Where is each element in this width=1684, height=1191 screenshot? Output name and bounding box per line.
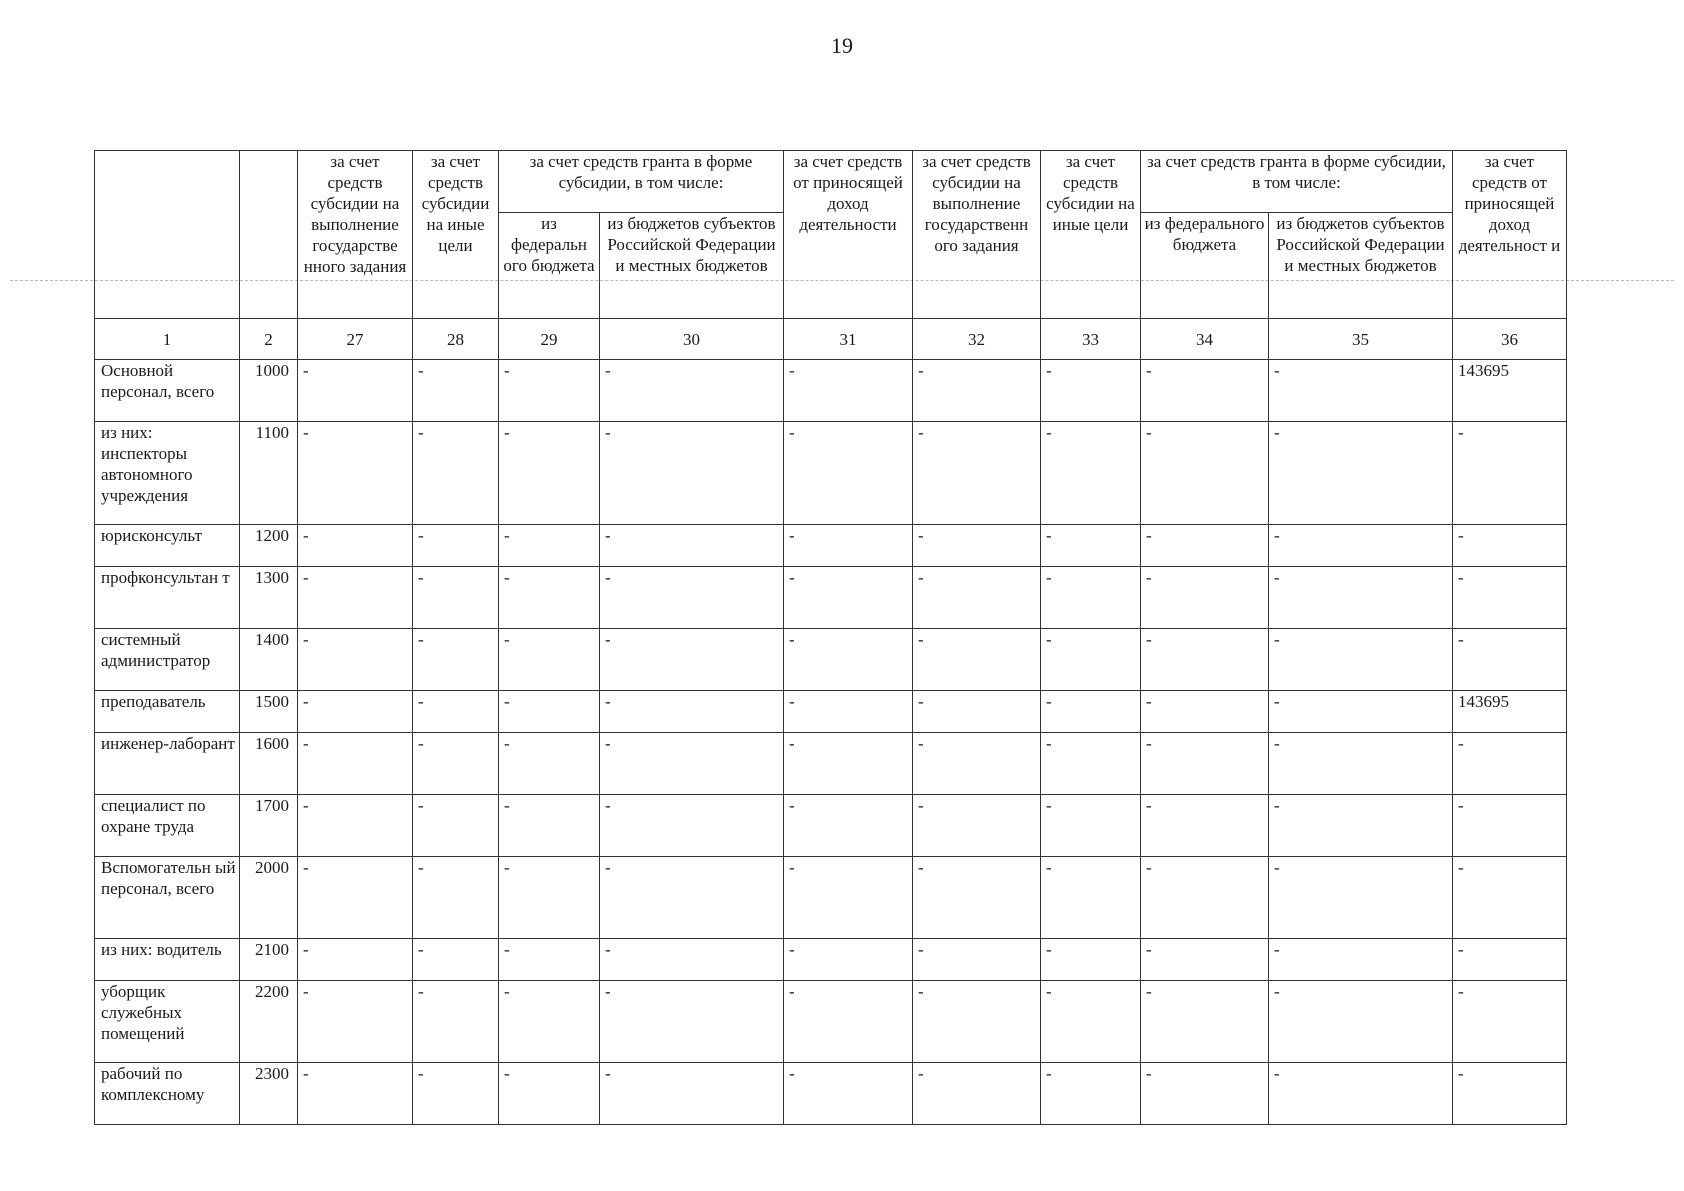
cell-value: - [600,525,784,567]
cell-value: - [413,981,499,1063]
column-number: 1 [95,319,240,360]
cell-value: - [600,795,784,857]
row-label: юрисконсульт [95,525,240,567]
row-label: из них: водитель [95,939,240,981]
cell-value: - [499,1063,600,1125]
cell-value: - [1041,939,1141,981]
row-code: 1200 [240,525,298,567]
cell-value: - [499,360,600,422]
header-empty-code [240,151,298,319]
cell-value: - [913,360,1041,422]
page-number: 19 [831,33,853,58]
column-number: 28 [413,319,499,360]
cell-value: - [1141,733,1269,795]
cell-value: - [1269,422,1453,525]
cell-value: - [913,981,1041,1063]
cell-value: - [1453,795,1567,857]
cell-value: - [1453,733,1567,795]
cell-value: - [413,857,499,939]
cell-value: - [413,567,499,629]
cell-value: - [298,1063,413,1125]
cell-value: - [413,795,499,857]
cell-value: - [1041,857,1141,939]
header-col-27: за счет средств субсидии на выполнение государстве нного задания [298,151,413,319]
cell-value: - [413,422,499,525]
cell-value: - [1041,629,1141,691]
cell-value: - [1141,939,1269,981]
cell-value: - [1269,981,1453,1063]
header-col-33: за счет средств субсидии на иные цели [1041,151,1141,319]
cell-value: - [913,691,1041,733]
cell-value: - [298,691,413,733]
staff-expense-table [94,150,1567,1125]
cell-value: - [600,733,784,795]
cell-value: - [499,733,600,795]
cell-value: - [913,795,1041,857]
cell-value: - [913,525,1041,567]
column-number: 35 [1269,319,1453,360]
cell-value: - [1269,525,1453,567]
column-number: 30 [600,319,784,360]
cell-value: - [413,1063,499,1125]
cell-value: - [784,422,913,525]
column-number: 27 [298,319,413,360]
column-number: 29 [499,319,600,360]
cell-value: - [784,981,913,1063]
header-col-29: из федеральн ого бюджета [499,213,600,319]
cell-value: - [600,360,784,422]
cell-value: - [1041,422,1141,525]
row-code: 1400 [240,629,298,691]
table-row [95,939,1567,981]
cell-value: - [1141,525,1269,567]
column-number: 36 [1453,319,1567,360]
cell-value: - [600,857,784,939]
cell-value: - [499,981,600,1063]
header-col-32: за счет средств субсидии на выполнение государственн ого задания [913,151,1041,319]
cell-value: - [913,567,1041,629]
table-row [95,981,1567,1063]
header-col-36: за счет средств от приносящей доход деятельност и [1453,151,1567,319]
row-label: профконсультан т [95,567,240,629]
cell-value: - [1453,981,1567,1063]
column-number: 33 [1041,319,1141,360]
header-empty-label [95,151,240,319]
table-row [95,795,1567,857]
cell-value: - [499,939,600,981]
cell-value: - [413,525,499,567]
cell-value: - [1453,857,1567,939]
cell-value: - [298,857,413,939]
cell-value: - [413,691,499,733]
cell-value: - [1041,691,1141,733]
cell-value: - [600,422,784,525]
row-label: Вспомогательн ый персонал, всего [95,857,240,939]
row-label: системный администратор [95,629,240,691]
cell-value: - [600,939,784,981]
row-code: 2200 [240,981,298,1063]
cell-value: - [298,939,413,981]
table-row [95,733,1567,795]
cell-value: - [913,733,1041,795]
cell-value: - [1269,1063,1453,1125]
cell-value: - [499,629,600,691]
cell-value: - [784,629,913,691]
table-row [95,422,1567,525]
cell-value: - [784,360,913,422]
cell-value: - [1141,795,1269,857]
column-number-row [95,319,1567,360]
cell-value: - [1269,795,1453,857]
cell-value: - [784,857,913,939]
row-label: уборщик служебных помещений [95,981,240,1063]
row-code: 1300 [240,567,298,629]
row-code: 2100 [240,939,298,981]
cell-value: - [298,360,413,422]
cell-value: - [784,939,913,981]
header-col-31: за счет средств от приносящей доход деятельности [784,151,913,319]
cell-value: - [1269,360,1453,422]
cell-value: - [1141,981,1269,1063]
cell-value: - [1141,629,1269,691]
cell-value: - [499,567,600,629]
cell-value: - [1041,981,1141,1063]
cell-value: - [1041,733,1141,795]
cell-value: - [1141,360,1269,422]
header-col-34: из федерального бюджета [1141,213,1269,319]
cell-value: - [600,629,784,691]
header-grant-group-1: за счет средств гранта в форме субсидии, в том числе: [499,151,784,213]
cell-value: - [1269,733,1453,795]
cell-value: - [913,629,1041,691]
cell-value: - [1269,939,1453,981]
cell-value: - [1041,1063,1141,1125]
cell-value: - [913,1063,1041,1125]
cell-value: - [1269,629,1453,691]
table-row [95,1063,1567,1125]
cell-value: - [413,629,499,691]
cell-value: - [784,795,913,857]
cell-value: 143695 [1453,360,1567,422]
header-col-30: из бюджетов субъектов Российской Федерации и местных бюджетов [600,213,784,319]
column-number: 32 [913,319,1041,360]
row-label: преподаватель [95,691,240,733]
table-row [95,691,1567,733]
cell-value: - [1453,525,1567,567]
cell-value: - [784,525,913,567]
cell-value: - [1453,629,1567,691]
cell-value: - [298,422,413,525]
column-number: 34 [1141,319,1269,360]
column-number: 2 [240,319,298,360]
row-label: из них: инспекторы автономного учреждения [95,422,240,525]
cell-value: - [1453,939,1567,981]
cell-value: - [1453,567,1567,629]
cell-value: - [413,733,499,795]
cell-value: - [298,629,413,691]
table-row [95,857,1567,939]
cell-value: - [600,981,784,1063]
cell-value: - [600,691,784,733]
cell-value: - [784,1063,913,1125]
cell-value: - [1269,567,1453,629]
table-row [95,629,1567,691]
cell-value: - [1269,691,1453,733]
cell-value: - [1141,422,1269,525]
cell-value: - [298,567,413,629]
header-col-28: за счет средств субсидии на иные цели [413,151,499,319]
row-code: 2300 [240,1063,298,1125]
cell-value: - [1141,567,1269,629]
cell-value: - [600,1063,784,1125]
cell-value: - [1041,567,1141,629]
cell-value: - [1041,360,1141,422]
cell-value: - [1141,1063,1269,1125]
row-label: Основной персонал, всего [95,360,240,422]
cell-value: - [499,525,600,567]
row-code: 1500 [240,691,298,733]
cell-value: - [298,981,413,1063]
cell-value: - [413,360,499,422]
cell-value: - [1141,857,1269,939]
row-label: специалист по охране труда [95,795,240,857]
cell-value: - [499,422,600,525]
cell-value: - [298,795,413,857]
row-code: 1100 [240,422,298,525]
cell-value: 143695 [1453,691,1567,733]
cell-value: - [784,567,913,629]
cell-value: - [784,733,913,795]
cell-value: - [913,939,1041,981]
row-label: рабочий по комплексному [95,1063,240,1125]
cell-value: - [1269,857,1453,939]
header-grant-group-2: за счет средств гранта в форме субсидии, в том числе: [1141,151,1453,213]
cell-value: - [784,691,913,733]
cell-value: - [1041,795,1141,857]
table-row [95,567,1567,629]
row-label: инженер-лаборант [95,733,240,795]
cell-value: - [298,733,413,795]
row-code: 1700 [240,795,298,857]
cell-value: - [913,422,1041,525]
row-code: 1000 [240,360,298,422]
cell-value: - [298,525,413,567]
cell-value: - [1141,691,1269,733]
table-row [95,525,1567,567]
cell-value: - [499,691,600,733]
cell-value: - [1453,1063,1567,1125]
cell-value: - [600,567,784,629]
cell-value: - [413,939,499,981]
cell-value: - [913,857,1041,939]
cell-value: - [499,857,600,939]
cell-value: - [1041,525,1141,567]
cell-value: - [1453,422,1567,525]
column-number: 31 [784,319,913,360]
row-code: 1600 [240,733,298,795]
cell-value: - [499,795,600,857]
row-code: 2000 [240,857,298,939]
header-col-35: из бюджетов субъектов Российской Федерации и местных бюджетов [1269,213,1453,319]
table-row [95,360,1567,422]
